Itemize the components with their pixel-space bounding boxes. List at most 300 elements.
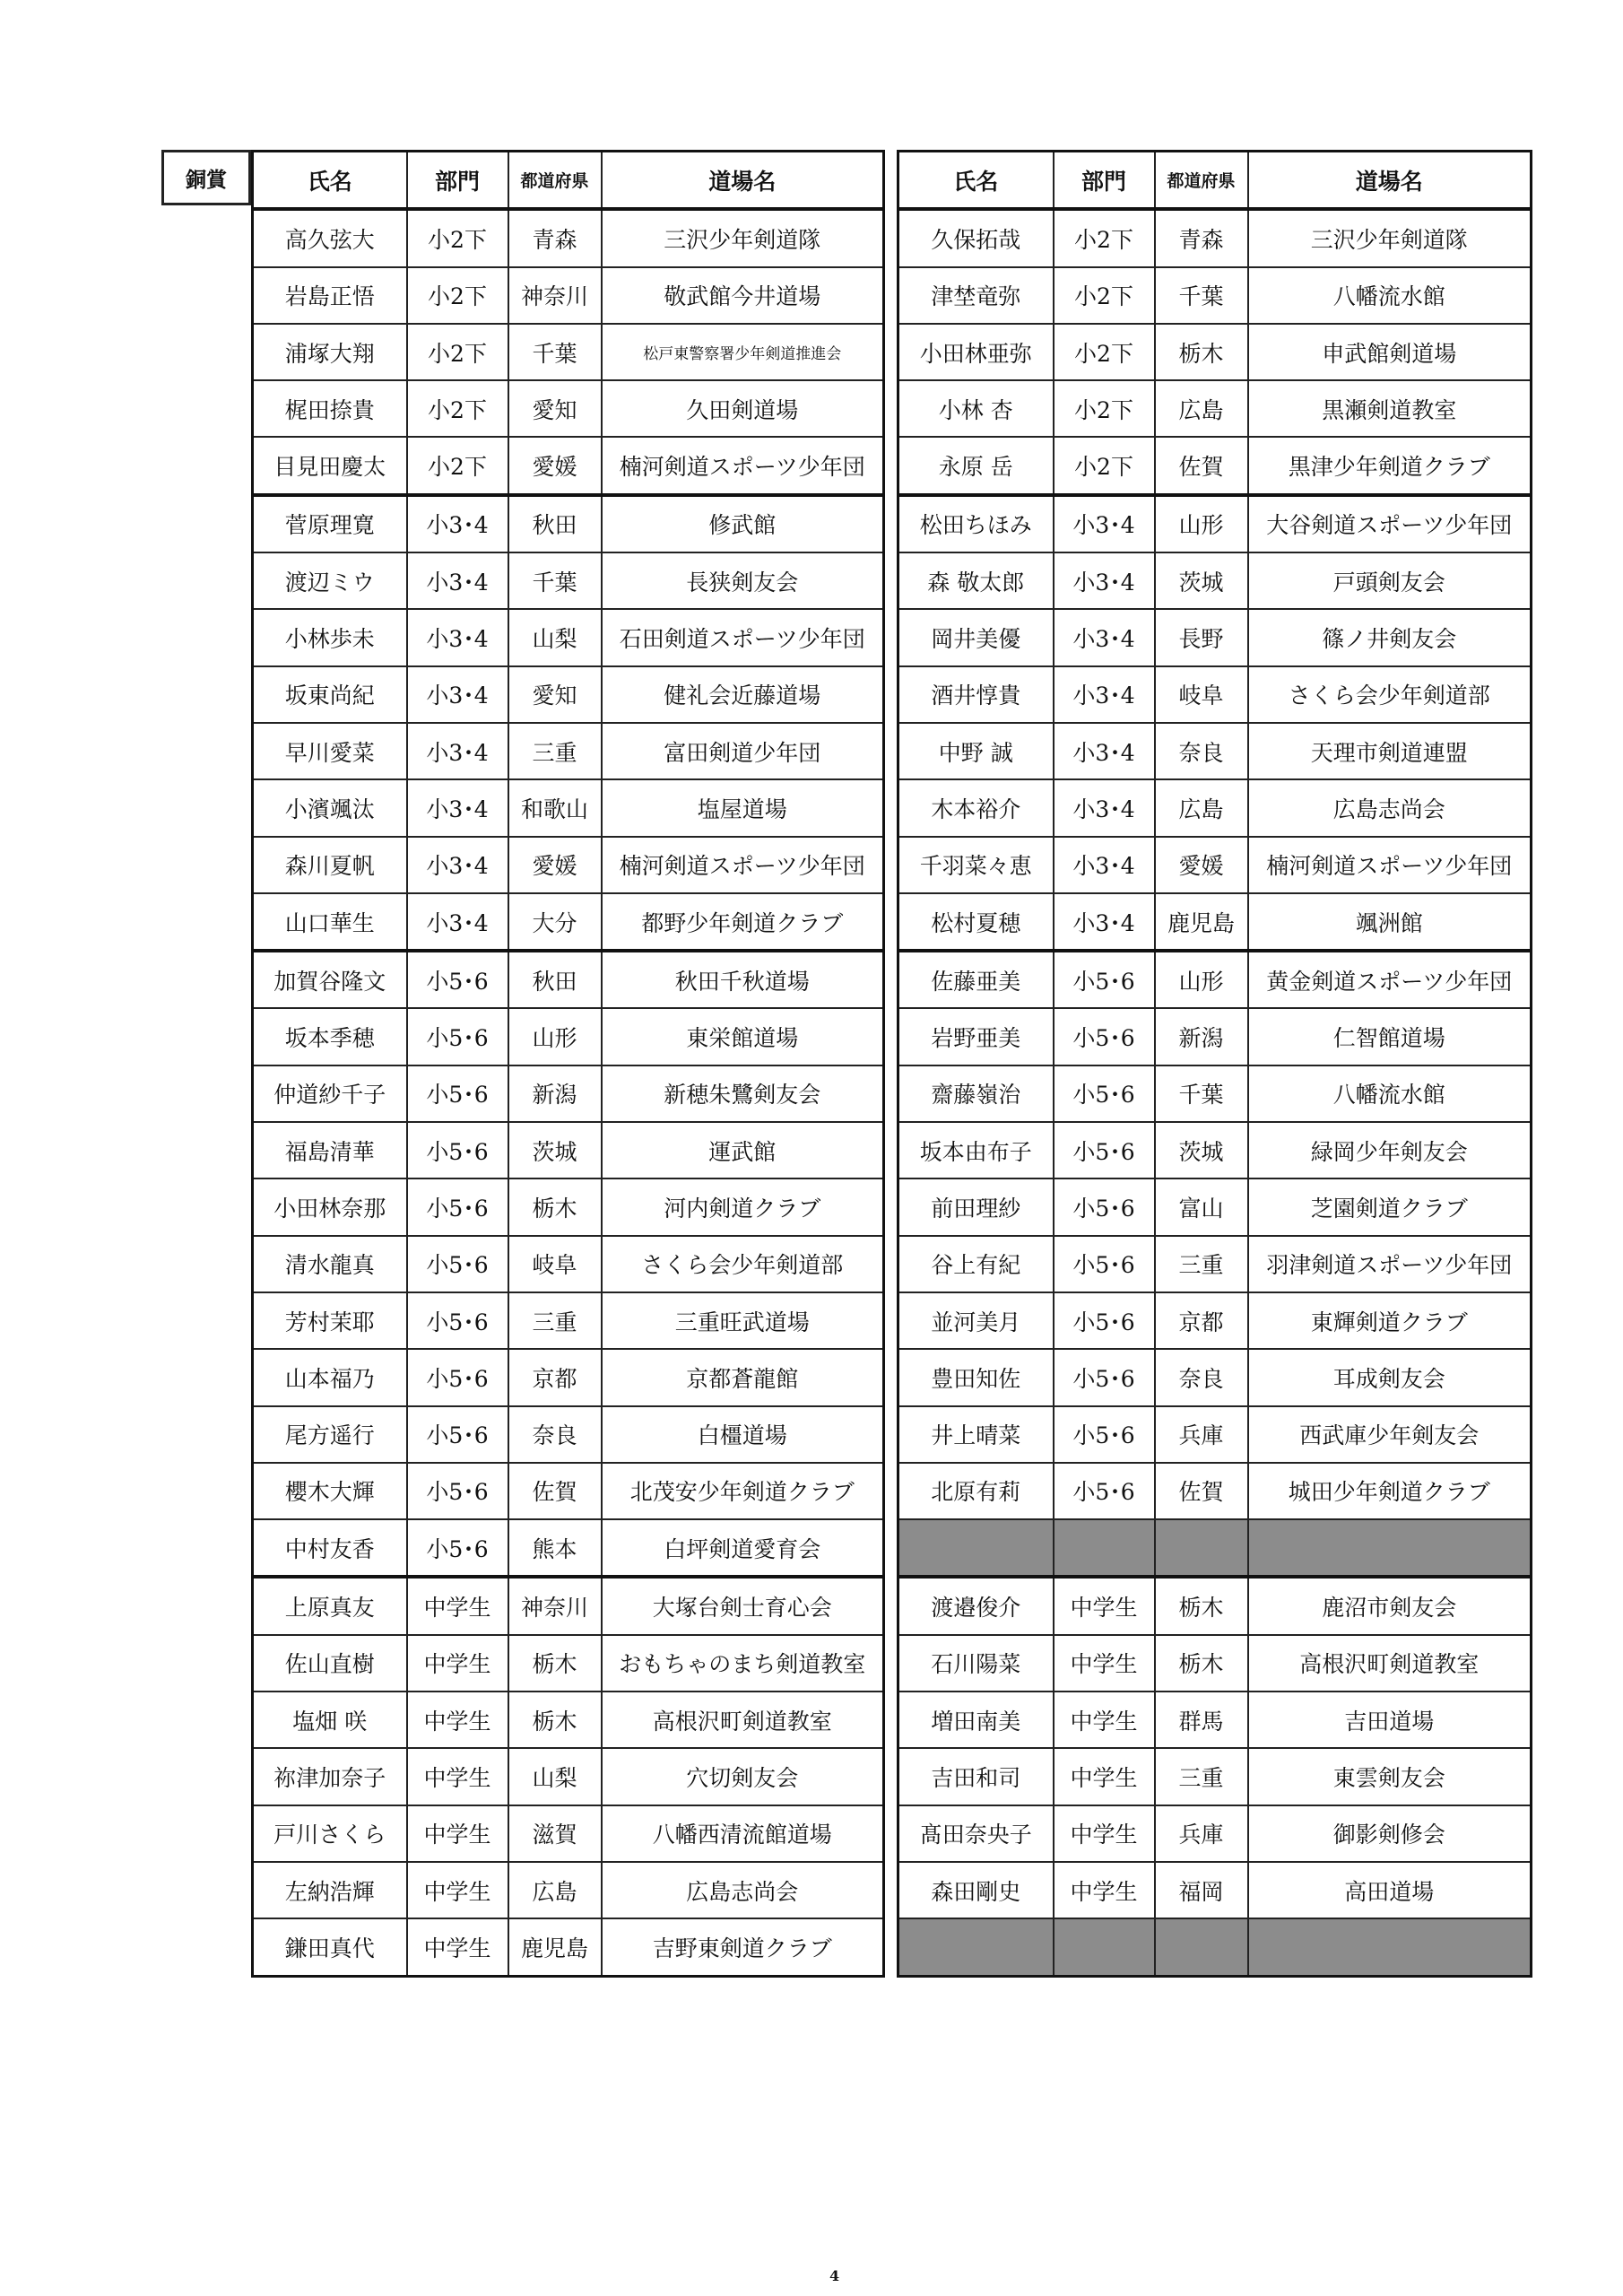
table-row (898, 437, 1532, 494)
cell-name: 髙田奈央子 (898, 1805, 1054, 1862)
cell-division: 小3･4 (1054, 779, 1155, 836)
header-prefecture: 都道府県 (508, 152, 602, 210)
cell-name: 井上晴菜 (898, 1406, 1054, 1463)
cell-prefecture: 京都 (508, 1349, 602, 1405)
cell-division: 中学生 (1054, 1862, 1155, 1918)
cell-division (1054, 1918, 1155, 1976)
cell-dojo: 秋田千秋道場 (602, 951, 884, 1008)
cell-name: 浦塚大翔 (253, 324, 407, 380)
cell-division: 小2下 (407, 209, 508, 266)
cell-dojo: 鹿沼市剣友会 (1248, 1577, 1532, 1634)
cell-prefecture: 岐阜 (1155, 666, 1248, 723)
cell-name: 北原有莉 (898, 1463, 1054, 1519)
cell-name: 塩畑 咲 (253, 1692, 407, 1748)
cell-division: 小3･4 (1054, 609, 1155, 665)
table-row (898, 1692, 1532, 1748)
cell-name (898, 1918, 1054, 1976)
table-row (898, 609, 1532, 665)
cell-prefecture: 茨城 (1155, 552, 1248, 609)
cell-dojo: 新穂朱鷺剣友会 (602, 1065, 884, 1122)
cell-name: 小濱颯汰 (253, 779, 407, 836)
cell-prefecture: 新潟 (1155, 1008, 1248, 1065)
cell-division: 小5･6 (407, 1406, 508, 1463)
cell-division: 小5･6 (1054, 951, 1155, 1008)
table-row (253, 1349, 884, 1405)
cell-prefecture: 奈良 (508, 1406, 602, 1463)
cell-division: 中学生 (407, 1577, 508, 1634)
cell-prefecture: 茨城 (1155, 1122, 1248, 1178)
table-row (898, 1178, 1532, 1235)
table-row (253, 666, 884, 723)
cell-prefecture: 栃木 (508, 1635, 602, 1692)
cell-dojo: 黄金剣道スポーツ少年団 (1248, 951, 1532, 1008)
cell-name: 永原 岳 (898, 437, 1054, 494)
cell-prefecture: 鹿児島 (508, 1918, 602, 1976)
cell-dojo: 健礼会近藤道場 (602, 666, 884, 723)
cell-name: 並河美月 (898, 1292, 1054, 1349)
cell-division: 中学生 (1054, 1692, 1155, 1748)
cell-prefecture: 千葉 (1155, 267, 1248, 324)
cell-prefecture: 秋田 (508, 495, 602, 552)
cell-name: 加賀谷隆文 (253, 951, 407, 1008)
cell-name: 祢津加奈子 (253, 1748, 407, 1805)
cell-name: 菅原理寛 (253, 495, 407, 552)
table-row (253, 1519, 884, 1577)
cell-prefecture: 京都 (1155, 1292, 1248, 1349)
cell-dojo: 城田少年剣道クラブ (1248, 1463, 1532, 1519)
cell-name: 坂本季穂 (253, 1008, 407, 1065)
cell-name: 中村友香 (253, 1519, 407, 1577)
cell-prefecture: 群馬 (1155, 1692, 1248, 1748)
table-row (898, 552, 1532, 609)
cell-dojo: 東輝剣道クラブ (1248, 1292, 1532, 1349)
cell-dojo: 黒瀬剣道教室 (1248, 380, 1532, 437)
cell-prefecture: 千葉 (1155, 1065, 1248, 1122)
cell-name: 坂東尚紀 (253, 666, 407, 723)
cell-dojo: 申武館剣道場 (1248, 324, 1532, 380)
cell-dojo: 河内剣道クラブ (602, 1178, 884, 1235)
cell-dojo: 高根沢町剣道教室 (1248, 1635, 1532, 1692)
cell-dojo: 八幡流水館 (1248, 267, 1532, 324)
cell-prefecture: 青森 (1155, 209, 1248, 266)
cell-dojo (1248, 1519, 1532, 1577)
cell-dojo: 塩屋道場 (602, 779, 884, 836)
cell-name: 上原真友 (253, 1577, 407, 1634)
table-row (253, 552, 884, 609)
cell-dojo: 戸頭剣友会 (1248, 552, 1532, 609)
cell-prefecture: 青森 (508, 209, 602, 266)
cell-dojo: 耳成剣友会 (1248, 1349, 1532, 1405)
cell-name: 小林歩未 (253, 609, 407, 665)
table-row (898, 1862, 1532, 1918)
cell-name: 仲道紗千子 (253, 1065, 407, 1122)
cell-dojo: 高田道場 (1248, 1862, 1532, 1918)
cell-division: 小2下 (1054, 267, 1155, 324)
cell-dojo: 長狭剣友会 (602, 552, 884, 609)
cell-dojo: 白橿道場 (602, 1406, 884, 1463)
cell-division: 小3･4 (407, 723, 508, 779)
cell-prefecture: 愛知 (508, 380, 602, 437)
table-row (898, 779, 1532, 836)
cell-prefecture: 千葉 (508, 552, 602, 609)
cell-name: 坂本由布子 (898, 1122, 1054, 1178)
cell-division: 中学生 (407, 1635, 508, 1692)
cell-prefecture: 奈良 (1155, 723, 1248, 779)
table-row (253, 1805, 884, 1862)
cell-division: 小2下 (407, 380, 508, 437)
table-row (253, 324, 884, 380)
table-row (253, 1008, 884, 1065)
cell-dojo: 富田剣道少年団 (602, 723, 884, 779)
table-row (898, 324, 1532, 380)
cell-name: 松田ちほみ (898, 495, 1054, 552)
cell-division: 小3･4 (407, 609, 508, 665)
table-row (253, 1292, 884, 1349)
cell-prefecture: 神奈川 (508, 267, 602, 324)
table-row (253, 1236, 884, 1292)
cell-division: 小5･6 (1054, 1008, 1155, 1065)
table-row (898, 1349, 1532, 1405)
cell-dojo: 八幡流水館 (1248, 1065, 1532, 1122)
cell-dojo: 羽津剣道スポーツ少年団 (1248, 1236, 1532, 1292)
cell-division: 小3･4 (407, 666, 508, 723)
cell-division: 小5･6 (407, 951, 508, 1008)
cell-dojo: 吉野東剣道クラブ (602, 1918, 884, 1976)
table-row (898, 209, 1532, 266)
cell-prefecture: 山形 (1155, 951, 1248, 1008)
cell-division: 小3･4 (407, 837, 508, 893)
table-row-empty (898, 1918, 1532, 1976)
cell-division: 小5･6 (1054, 1463, 1155, 1519)
table-row (898, 1406, 1532, 1463)
cell-name: 小田林奈那 (253, 1178, 407, 1235)
cell-name: 渡辺ミウ (253, 552, 407, 609)
cell-prefecture (1155, 1519, 1248, 1577)
cell-prefecture: 秋田 (508, 951, 602, 1008)
cell-dojo (1248, 1918, 1532, 1976)
table-row (253, 779, 884, 836)
header-name: 氏名 (253, 152, 407, 210)
cell-division: 小3･4 (1054, 495, 1155, 552)
cell-dojo: 天理市剣道連盟 (1248, 723, 1532, 779)
cell-prefecture: 栃木 (1155, 1577, 1248, 1634)
cell-prefecture: 兵庫 (1155, 1406, 1248, 1463)
cell-dojo: 三沢少年剣道隊 (602, 209, 884, 266)
cell-name: 小田林亜弥 (898, 324, 1054, 380)
cell-division: 中学生 (1054, 1577, 1155, 1634)
cell-division: 小5･6 (407, 1463, 508, 1519)
cell-name: 佐藤亜美 (898, 951, 1054, 1008)
cell-dojo: 芝園剣道クラブ (1248, 1178, 1532, 1235)
cell-division: 小3･4 (407, 779, 508, 836)
cell-prefecture: 新潟 (508, 1065, 602, 1122)
cell-dojo: 松戸東警察署少年剣道推進会 (602, 324, 884, 380)
cell-prefecture: 愛媛 (1155, 837, 1248, 893)
cell-name: 芳村茉耶 (253, 1292, 407, 1349)
cell-division: 小2下 (407, 267, 508, 324)
cell-division: 中学生 (407, 1692, 508, 1748)
cell-name: 津埜竜弥 (898, 267, 1054, 324)
table-row (253, 437, 884, 494)
cell-division: 小2下 (1054, 324, 1155, 380)
cell-division: 小3･4 (1054, 893, 1155, 951)
cell-division: 小5･6 (407, 1065, 508, 1122)
table-row (898, 837, 1532, 893)
page-number: 4 (829, 2267, 840, 2284)
header-prefecture: 都道府県 (1155, 152, 1248, 210)
cell-prefecture: 千葉 (508, 324, 602, 380)
cell-prefecture: 岐阜 (508, 1236, 602, 1292)
cell-division: 小5･6 (1054, 1406, 1155, 1463)
cell-dojo: 八幡西清流館道場 (602, 1805, 884, 1862)
cell-name: 酒井惇貴 (898, 666, 1054, 723)
cell-dojo: 緑岡少年剣友会 (1248, 1122, 1532, 1178)
cell-division: 小5･6 (1054, 1292, 1155, 1349)
cell-prefecture: 鹿児島 (1155, 893, 1248, 951)
cell-division: 小2下 (1054, 437, 1155, 494)
cell-name: 中野 誠 (898, 723, 1054, 779)
cell-prefecture: 兵庫 (1155, 1805, 1248, 1862)
table-row (898, 495, 1532, 552)
cell-prefecture: 三重 (508, 723, 602, 779)
table-row (253, 1122, 884, 1178)
cell-name: 松村夏穂 (898, 893, 1054, 951)
cell-dojo: 東栄館道場 (602, 1008, 884, 1065)
table-row (253, 951, 884, 1008)
header-name: 氏名 (898, 152, 1054, 210)
cell-division: 小2下 (407, 437, 508, 494)
cell-division: 小5･6 (407, 1349, 508, 1405)
header-division: 部門 (1054, 152, 1155, 210)
table-row (898, 1008, 1532, 1065)
table-row (898, 951, 1532, 1008)
cell-division: 小2下 (407, 324, 508, 380)
table-row (253, 1406, 884, 1463)
table-row (898, 1065, 1532, 1122)
cell-division: 小2下 (1054, 209, 1155, 266)
table-row (898, 1635, 1532, 1692)
table-row (253, 1178, 884, 1235)
cell-division: 小5･6 (1054, 1178, 1155, 1235)
cell-dojo: 運武館 (602, 1122, 884, 1178)
cell-dojo: さくら会少年剣道部 (1248, 666, 1532, 723)
cell-prefecture: 山梨 (508, 609, 602, 665)
cell-prefecture: 和歌山 (508, 779, 602, 836)
cell-division: 小5･6 (407, 1008, 508, 1065)
cell-division: 小5･6 (407, 1236, 508, 1292)
header-dojo: 道場名 (602, 152, 884, 210)
cell-name: 増田南美 (898, 1692, 1054, 1748)
table-row (253, 609, 884, 665)
cell-name: 小林 杏 (898, 380, 1054, 437)
cell-prefecture: 佐賀 (508, 1463, 602, 1519)
cell-prefecture: 熊本 (508, 1519, 602, 1577)
cell-division: 中学生 (407, 1805, 508, 1862)
cell-prefecture: 三重 (1155, 1236, 1248, 1292)
table-row (898, 1577, 1532, 1634)
cell-name: 梶田捺貴 (253, 380, 407, 437)
cell-division: 中学生 (1054, 1635, 1155, 1692)
cell-division: 小3･4 (407, 552, 508, 609)
table-row (253, 380, 884, 437)
results-table-left (251, 150, 885, 1978)
cell-division: 小3･4 (1054, 666, 1155, 723)
cell-name: 尾方遥行 (253, 1406, 407, 1463)
cell-division: 小3･4 (407, 893, 508, 951)
cell-dojo: さくら会少年剣道部 (602, 1236, 884, 1292)
cell-division: 小5･6 (1054, 1236, 1155, 1292)
table-row (253, 1635, 884, 1692)
cell-name: 佐山直樹 (253, 1635, 407, 1692)
cell-name (898, 1519, 1054, 1577)
cell-division: 中学生 (407, 1918, 508, 1976)
header-dojo: 道場名 (1248, 152, 1532, 210)
cell-dojo: 三沢少年剣道隊 (1248, 209, 1532, 266)
cell-name: 福島清華 (253, 1122, 407, 1178)
cell-division: 小5･6 (1054, 1122, 1155, 1178)
cell-dojo: 広島志尚会 (1248, 779, 1532, 836)
table-row (898, 267, 1532, 324)
cell-name: 早川愛菜 (253, 723, 407, 779)
cell-prefecture: 山形 (508, 1008, 602, 1065)
cell-name: 千羽菜々恵 (898, 837, 1054, 893)
cell-dojo: 西武庫少年剣友会 (1248, 1406, 1532, 1463)
cell-name: 鎌田真代 (253, 1918, 407, 1976)
table-row (898, 1122, 1532, 1178)
cell-dojo: 大谷剣道スポーツ少年団 (1248, 495, 1532, 552)
table-row (253, 723, 884, 779)
cell-dojo: 吉田道場 (1248, 1692, 1532, 1748)
cell-dojo: 大塚台剣士育心会 (602, 1577, 884, 1634)
table-row (253, 209, 884, 266)
cell-prefecture (1155, 1918, 1248, 1976)
table-row (898, 666, 1532, 723)
cell-prefecture: 福岡 (1155, 1862, 1248, 1918)
table-row (253, 893, 884, 951)
cell-prefecture: 栃木 (1155, 1635, 1248, 1692)
cell-prefecture: 栃木 (508, 1692, 602, 1748)
cell-prefecture: 山形 (1155, 495, 1248, 552)
table-row (898, 380, 1532, 437)
cell-name: 森 敬太郎 (898, 552, 1054, 609)
cell-name: 目見田慶太 (253, 437, 407, 494)
cell-prefecture: 奈良 (1155, 1349, 1248, 1405)
cell-dojo: 颯洲館 (1248, 893, 1532, 951)
cell-division: 小3･4 (407, 495, 508, 552)
cell-name: 森田剛史 (898, 1862, 1054, 1918)
cell-prefecture: 広島 (1155, 380, 1248, 437)
table-row (253, 837, 884, 893)
cell-division: 小3･4 (1054, 723, 1155, 779)
cell-dojo: 京都蒼龍館 (602, 1349, 884, 1405)
cell-prefecture: 滋賀 (508, 1805, 602, 1862)
cell-prefecture: 栃木 (1155, 324, 1248, 380)
cell-prefecture: 佐賀 (1155, 1463, 1248, 1519)
cell-division: 小5･6 (407, 1292, 508, 1349)
table-row (898, 1463, 1532, 1519)
cell-name: 岡井美優 (898, 609, 1054, 665)
header-division: 部門 (407, 152, 508, 210)
cell-prefecture: 山梨 (508, 1748, 602, 1805)
table-row (898, 1748, 1532, 1805)
table-row (253, 1748, 884, 1805)
table-row (898, 1236, 1532, 1292)
cell-name: 高久弦大 (253, 209, 407, 266)
cell-division: 小5･6 (407, 1122, 508, 1178)
cell-prefecture: 長野 (1155, 609, 1248, 665)
table-row (898, 1805, 1532, 1862)
cell-prefecture: 三重 (1155, 1748, 1248, 1805)
cell-dojo: 修武館 (602, 495, 884, 552)
cell-prefecture: 広島 (1155, 779, 1248, 836)
cell-division: 中学生 (407, 1748, 508, 1805)
cell-prefecture: 三重 (508, 1292, 602, 1349)
cell-division: 小5･6 (407, 1178, 508, 1235)
cell-prefecture: 愛知 (508, 666, 602, 723)
cell-prefecture: 神奈川 (508, 1577, 602, 1634)
cell-name: 前田理紗 (898, 1178, 1054, 1235)
cell-dojo: おもちゃのまち剣道教室 (602, 1635, 884, 1692)
cell-prefecture: 広島 (508, 1862, 602, 1918)
cell-dojo: 楠河剣道スポーツ少年団 (602, 437, 884, 494)
cell-division: 小5･6 (1054, 1065, 1155, 1122)
cell-name: 木本裕介 (898, 779, 1054, 836)
cell-division: 小5･6 (1054, 1349, 1155, 1405)
cell-name: 櫻木大輝 (253, 1463, 407, 1519)
cell-name: 久保拓哉 (898, 209, 1054, 266)
cell-dojo: 仁智館道場 (1248, 1008, 1532, 1065)
cell-division: 中学生 (1054, 1805, 1155, 1862)
cell-name: 渡邉俊介 (898, 1577, 1054, 1634)
cell-dojo: 北茂安少年剣道クラブ (602, 1463, 884, 1519)
cell-dojo: 楠河剣道スポーツ少年団 (602, 837, 884, 893)
award-label: 銅賞 (161, 150, 251, 205)
cell-prefecture: 佐賀 (1155, 437, 1248, 494)
cell-name: 森川夏帆 (253, 837, 407, 893)
cell-division (1054, 1519, 1155, 1577)
cell-name: 齋藤嶺治 (898, 1065, 1054, 1122)
cell-name: 吉田和司 (898, 1748, 1054, 1805)
cell-division: 小2下 (1054, 380, 1155, 437)
cell-dojo: 黒津少年剣道クラブ (1248, 437, 1532, 494)
cell-name: 石川陽菜 (898, 1635, 1054, 1692)
cell-prefecture: 茨城 (508, 1122, 602, 1178)
cell-prefecture: 富山 (1155, 1178, 1248, 1235)
cell-name: 谷上有紀 (898, 1236, 1054, 1292)
cell-dojo: 篠ノ井剣友会 (1248, 609, 1532, 665)
results-table-right (897, 150, 1532, 1978)
cell-dojo: 都野少年剣道クラブ (602, 893, 884, 951)
table-row (253, 1918, 884, 1976)
table-row (253, 1463, 884, 1519)
cell-name: 岩島正悟 (253, 267, 407, 324)
cell-prefecture: 愛媛 (508, 837, 602, 893)
cell-dojo: 穴切剣友会 (602, 1748, 884, 1805)
table-row (253, 267, 884, 324)
cell-name: 清水龍真 (253, 1236, 407, 1292)
cell-dojo: 白坪剣道愛育会 (602, 1519, 884, 1577)
cell-prefecture: 栃木 (508, 1178, 602, 1235)
cell-name: 豊田知佐 (898, 1349, 1054, 1405)
cell-dojo: 御影剣修会 (1248, 1805, 1532, 1862)
cell-name: 左納浩輝 (253, 1862, 407, 1918)
cell-dojo: 広島志尚会 (602, 1862, 884, 1918)
cell-division: 小3･4 (1054, 552, 1155, 609)
cell-division: 小5･6 (407, 1519, 508, 1577)
cell-name: 山口華生 (253, 893, 407, 951)
table-row-empty (898, 1519, 1532, 1577)
cell-division: 中学生 (1054, 1748, 1155, 1805)
